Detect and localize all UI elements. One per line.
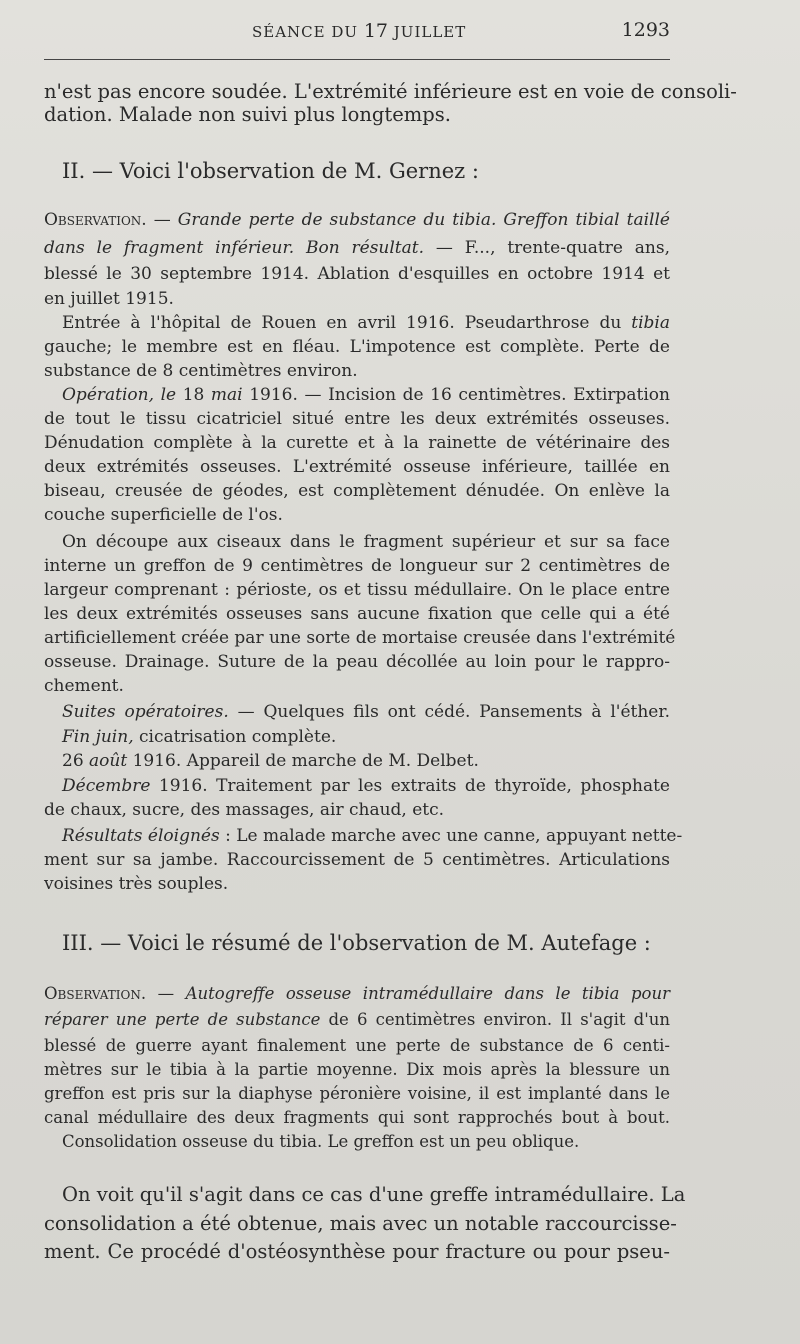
text-line: largeur comprenant : périoste, os et tissu médullaire. On le place entre bbox=[44, 580, 670, 600]
text-line bbox=[44, 210, 670, 231]
text-line: substance de 8 centimètres environ. bbox=[44, 361, 358, 381]
text-span: 1916. — Incision de 16 centimètres. Extirpation bbox=[242, 385, 670, 405]
observation-label: Observation. bbox=[44, 984, 147, 1003]
text-span: cicatrisation complète. bbox=[133, 727, 337, 747]
text-span-italic: Décembre bbox=[62, 776, 151, 796]
dash: — bbox=[146, 984, 186, 1003]
text-span: de 6 centimètres environ. Il s'agit d'un bbox=[320, 1010, 670, 1029]
text-span-italic: Opération, le bbox=[62, 385, 177, 405]
text-line bbox=[44, 702, 670, 723]
text-span: — Quelques fils ont cédé. Pansements à l'éther. bbox=[228, 702, 671, 722]
text-span: Entrée à l'hôpital de Rouen en avril 1916. Pseudarthrose du bbox=[62, 313, 632, 333]
text-line: ment. Ce procédé d'ostéosynthèse pour fracture ou pour pseu- bbox=[44, 1240, 670, 1263]
page-number: 1293 bbox=[621, 19, 670, 41]
text-line: couche superficielle de l'os. bbox=[44, 505, 283, 525]
text-span-italic: août bbox=[89, 751, 128, 771]
running-title-month: JUILLET bbox=[393, 23, 467, 41]
text-line: de chaux, sucre, des massages, air chaud, etc. bbox=[44, 800, 445, 820]
section-heading-2: II. — Voici l'observation de M. Gernez : bbox=[62, 159, 479, 183]
text-line bbox=[44, 751, 670, 772]
text-line bbox=[44, 826, 683, 847]
section-heading-3: III. — Voici le résumé de l'observation de M. Autefage : bbox=[62, 931, 651, 955]
text-span-italic: Suites opératoires. bbox=[62, 702, 229, 722]
text-line: greffon est pris sur la diaphyse péronière voisine, il est implanté dans le bbox=[44, 1084, 670, 1103]
observation-title: réparer une perte de substance bbox=[44, 1010, 321, 1029]
text-line: biseau, creusée de géodes, est complètement dénudée. On enlève la bbox=[44, 481, 670, 501]
text-line: ment sur sa jambe. Raccourcissement de 5 centimètres. Articulations bbox=[44, 850, 670, 870]
text-line: voisines très souples. bbox=[44, 874, 229, 894]
running-title-text: SÉANCE DU bbox=[252, 23, 359, 41]
text-line: gauche; le membre est en fléau. L'impotence est complète. Perte de bbox=[44, 337, 670, 357]
text-span-italic: tibia bbox=[631, 313, 670, 333]
running-head bbox=[44, 20, 670, 42]
observation-title: Autogreffe osseuse intramédullaire dans le tibia pour bbox=[185, 984, 670, 1003]
text-span: 1916. Appareil de marche de M. Delbet. bbox=[127, 751, 479, 771]
text-line: dation. Malade non suivi plus longtemps. bbox=[44, 103, 451, 126]
text-line: Dénudation complète à la curette et à la rainette de vétérinaire des bbox=[44, 433, 670, 453]
text-line: deux extrémités osseuses. L'extrémité osseuse inférieure, taillée en bbox=[44, 457, 670, 477]
text-span-italic: Fin juin, bbox=[62, 727, 134, 747]
text-span: 1916. Traitement par les extraits de thyroïde, phosphate bbox=[150, 776, 670, 796]
text-line: en juillet 1915. bbox=[44, 289, 174, 309]
text-line: interne un greffon de 9 centimètres de longueur sur 2 centimètres de bbox=[44, 556, 670, 576]
text-line bbox=[44, 727, 670, 748]
text-line: On découpe aux ciseaux dans le fragment supérieur et sur sa face bbox=[62, 532, 670, 552]
text-line: consolidation a été obtenue, mais avec un notable raccourcisse- bbox=[44, 1212, 677, 1235]
text-span: — F..., trente-quatre ans, bbox=[424, 238, 670, 258]
text-line: blessé de guerre ayant finalement une perte de substance de 6 centi- bbox=[44, 1036, 670, 1055]
running-title bbox=[252, 20, 466, 42]
text-line: mètres sur le tibia à la partie moyenne. Dix mois après la blessure un bbox=[44, 1060, 670, 1079]
text-span-italic: mai bbox=[210, 385, 243, 405]
text-line bbox=[44, 238, 670, 259]
text-line: de tout le tissu cicatriciel situé entre les deux extrémités osseuses. bbox=[44, 409, 670, 429]
observation-title: dans le fragment inférieur. Bon résultat. bbox=[44, 238, 425, 258]
text-line: osseuse. Drainage. Suture de la peau décollée au loin pour le rappro- bbox=[44, 652, 670, 672]
dash: — bbox=[146, 210, 178, 230]
observation-label: Observation. bbox=[44, 210, 147, 230]
text-line bbox=[44, 776, 670, 797]
text-span: 26 bbox=[62, 751, 90, 771]
text-line: Consolidation osseuse du tibia. Le greffon est un peu oblique. bbox=[62, 1132, 580, 1151]
running-title-day: 17 bbox=[363, 20, 389, 42]
text-line: chement. bbox=[44, 676, 124, 696]
text-line: les deux extrémités osseuses sans aucune fixation que celle qui a été bbox=[44, 604, 670, 624]
text-line bbox=[44, 385, 670, 406]
text-span: 18 bbox=[176, 385, 211, 405]
text-line bbox=[44, 983, 670, 1004]
text-line: blessé le 30 septembre 1914. Ablation d'esquilles en octobre 1914 et bbox=[44, 264, 670, 284]
text-line bbox=[44, 1009, 670, 1030]
text-line: On voit qu'il s'agit dans ce cas d'une greffe intramédullaire. La bbox=[62, 1183, 686, 1206]
text-span: : Le malade marche avec une canne, appuyant nette- bbox=[219, 826, 683, 846]
observation-title: Grande perte de substance du tibia. Greffon tibial taillé bbox=[177, 210, 670, 230]
text-line bbox=[44, 313, 670, 334]
header-rule bbox=[44, 59, 670, 60]
text-line: artificiellement créée par une sorte de mortaise creusée dans l'extrémité bbox=[44, 628, 676, 648]
text-line: canal médullaire des deux fragments qui sont rapprochés bout à bout. bbox=[44, 1108, 670, 1127]
text-span-italic: Résultats éloignés bbox=[62, 826, 220, 846]
text-line: n'est pas encore soudée. L'extrémité inférieure est en voie de consoli- bbox=[44, 80, 737, 103]
